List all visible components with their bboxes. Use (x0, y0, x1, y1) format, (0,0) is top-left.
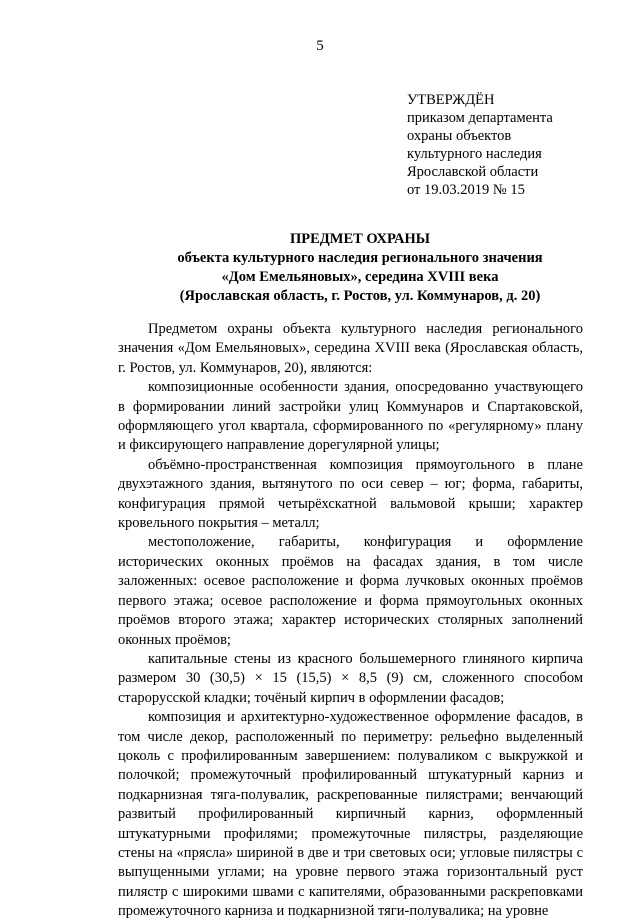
paragraph-intro: Предметом охраны объекта культурного наследия регионального значения «Дом Емельяновых», середина XVIII века (Ярославская область, г. Ростов, ул. Коммунаров, 20), являются: (118, 321, 583, 376)
paragraph: местоположение, габариты, конфигурация и оформление исторических оконных проёмов на фасадах здания, в том числе заложенных: осевое расположение и форма лучковых оконных проёмов первого этажа; осевое расположение и форма прямоугольных оконных проёмов второго этажа; характер исторических столярных заполнений оконных проёмов; (118, 534, 583, 648)
approval-stamp (407, 91, 627, 199)
approval-line: охраны объектов (407, 128, 512, 144)
approval-line: приказом департамента (407, 110, 553, 126)
title-heading: ПРЕДМЕТ ОХРАНЫ (289, 231, 431, 247)
paragraph: капитальные стены из красного большемерного глиняного кирпича размером 30 (30,5) × 15 (15,5) × 8,5 (9) см, сложенного способом старорусской кладки; точёный кирпич в оформлении фасадов; (118, 650, 583, 706)
document-title (60, 230, 640, 306)
paragraph: объёмно-пространственная композиция прямоугольного в плане двухэтажного здания, вытянутого по оси север – юг; форма, габариты, конфигурация прямой четырёхскатной вальмовой крыши; характер кровельного покрытия – металл; (118, 456, 583, 532)
title-line: (Ярославская область, г. Ростов, ул. Коммунаров, д. 20) (179, 288, 541, 304)
approval-line: культурного наследия (407, 146, 542, 162)
paragraph: композиционные особенности здания, опосредованно участвующего в формировании линий застройки улиц Коммунаров и Спартаковской, оформляющего угол квартала, сформированного по «регулярному» плану и фиксирующего направление дорегулярной улицы; (118, 379, 583, 454)
approval-line: Ярославской области (407, 164, 539, 180)
approval-line: от 19.03.2019 № 15 (407, 182, 525, 198)
title-line: объекта культурного наследия регионального значения (177, 250, 543, 266)
paragraph: композиция и архитектурно-художественное оформление фасадов, в том числе декор, расположенный по периметру: рельефно выделенный цоколь с профилированным завершением: полувaликом с выкружкой и полочкой; промежуточный профилированный штукатурный карниз и подкарнизная тяга-полувалик, раскрепованные пилястрами; венчающий развитый профилированный кирпичный карниз, оформленный штукатурными профилями; промежуточные пилястры, разделяющие стены на «прясла» шириной в две и три световых оси; угловые пилястры с выпущенными углами; на уровне первого этажа горизонтальный руст пилястр с широкими швами с капителями, образованными раскреповками промежуточного карниза и подкарнизной тяги-полувалика; на уровне (118, 709, 583, 920)
page-number: 5 (316, 38, 324, 54)
document-body (118, 320, 583, 922)
approval-line: УТВЕРЖДЁН (407, 92, 495, 108)
title-line: «Дом Емельяновых», середина XVIII века (221, 269, 499, 285)
